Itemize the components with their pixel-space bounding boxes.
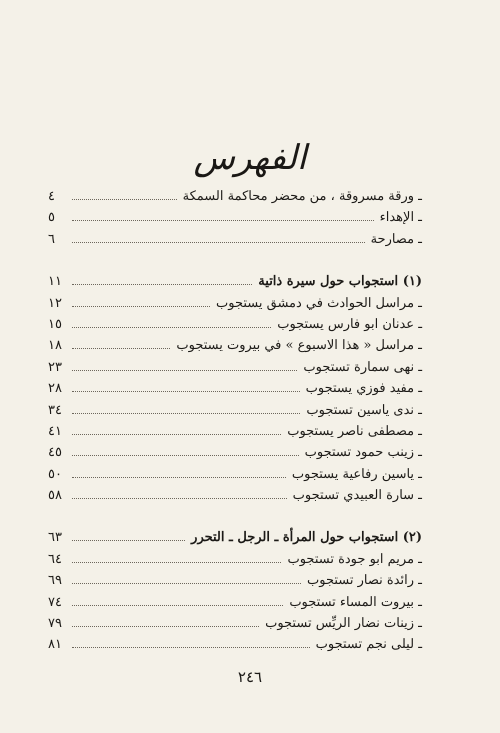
section-title: (١) استجواب حول سيرة ذاتية [258, 274, 422, 290]
toc-section-heading [48, 271, 422, 292]
dot-leader [72, 284, 252, 285]
toc-entry-title: ـ ياسين رفاعية يستجوب [291, 466, 422, 482]
toc-entry-title: ـ ليلى نجم تستجوب [315, 637, 422, 653]
toc-entry [48, 357, 422, 378]
toc-entry-title: ـ ندى ياسين تستجوب [306, 402, 422, 418]
dot-leader [72, 498, 287, 499]
page-number: ٢٤٦ [237, 668, 263, 686]
page-title: الفهرس [193, 138, 307, 178]
toc-entry-title: ـ رائدة نصار تستجوب [307, 573, 422, 589]
toc-entry-title: ـ مفيد فوزي يستجوب [305, 381, 422, 397]
toc-entry-title: ـ مراسل الحوادث في دمشق يستجوب [215, 295, 422, 311]
dot-leader [72, 455, 299, 456]
toc-entry-page: ٢٣ [48, 359, 62, 375]
toc-entry-page: ٤٥ [48, 445, 62, 461]
toc-entry [48, 464, 422, 485]
toc-entry-page: ٤ [48, 189, 55, 204]
section-gap [48, 506, 422, 527]
toc-entry [48, 293, 422, 314]
section-gap [48, 250, 422, 271]
dot-leader [72, 327, 271, 328]
dot-leader [72, 306, 210, 307]
section-page: ٦٣ [48, 530, 62, 546]
toc-entry-title: ـ زينب حمود تستجوب [304, 445, 422, 461]
toc-entry-title: ـ سارة العبيدي تستجوب [292, 488, 422, 504]
dot-leader [72, 647, 310, 648]
dot-leader [72, 626, 259, 627]
toc-entry-title: ـ مصطفى ناصر يستجوب [287, 423, 422, 439]
toc-entry-title: ـ نهى سمارة تستجوب [303, 359, 422, 375]
dot-leader [72, 348, 170, 349]
toc-entry [48, 421, 422, 442]
toc-entry [48, 400, 422, 421]
dot-leader [72, 605, 283, 606]
toc-entry [48, 485, 422, 506]
toc-entry-title: ـ الإهداء [379, 210, 422, 226]
table-of-contents [48, 186, 422, 656]
toc-entry-page: ١٨ [48, 338, 62, 354]
toc-entry [48, 378, 422, 399]
toc-entry-page: ٥٠ [48, 466, 62, 482]
dot-leader [72, 370, 297, 371]
toc-entry-title: ـ عدنان ابو فارس يستجوب [277, 316, 422, 332]
dot-leader [72, 413, 300, 414]
toc-entry-page: ١٢ [48, 295, 62, 311]
toc-group [48, 186, 422, 250]
dot-leader [72, 242, 365, 243]
toc-entry [48, 207, 422, 228]
toc-entry-title: ـ مراسل « هذا الاسبوع » في بيروت يستجوب [176, 338, 422, 354]
toc-entry-title: ـ مصارحة [370, 231, 422, 247]
dot-leader [72, 220, 374, 221]
dot-leader [72, 477, 286, 478]
toc-group [48, 271, 422, 506]
toc-entry-page: ٨١ [48, 637, 62, 653]
toc-entry-page: ٣٤ [48, 402, 62, 418]
toc-entry-page: ٤١ [48, 423, 62, 439]
toc-entry [48, 592, 422, 613]
toc-entry [48, 549, 422, 570]
dot-leader [72, 540, 185, 541]
toc-entry-page: ٥٨ [48, 488, 62, 504]
toc-entry [48, 335, 422, 356]
toc-section-heading [48, 527, 422, 548]
toc-entry-page: ٦٩ [48, 573, 62, 589]
toc-entry-page: ٦٤ [48, 551, 62, 567]
section-page: ١١ [48, 274, 62, 290]
toc-entry-title: ـ ورقة مسروقة ، من محضر محاكمة السمكة [182, 189, 422, 204]
toc-entry-page: ٥ [48, 210, 55, 226]
dot-leader [72, 562, 281, 563]
dot-leader [72, 199, 177, 200]
dot-leader [72, 583, 301, 584]
toc-entry-title: ـ مريم ابو جودة تستجوب [287, 551, 422, 567]
toc-entry [48, 442, 422, 463]
toc-entry-page: ٧٤ [48, 594, 62, 610]
toc-entry [48, 570, 422, 591]
toc-entry-page: ١٥ [48, 316, 62, 332]
toc-entry-title: ـ بيروت المساء تستجوب [289, 594, 422, 610]
section-title: (٢) استجواب حول المرأة ـ الرجل ـ التحرر [191, 530, 422, 546]
dot-leader [72, 391, 300, 392]
toc-entry [48, 186, 422, 207]
toc-group [48, 527, 422, 655]
toc-entry-page: ٧٩ [48, 616, 62, 632]
toc-entry [48, 314, 422, 335]
toc-entry [48, 229, 422, 250]
dot-leader [72, 434, 281, 435]
toc-entry-title: ـ زينات نضار الريِّس تستجوب [265, 616, 422, 632]
toc-entry [48, 613, 422, 634]
toc-entry-page: ٦ [48, 231, 55, 247]
toc-entry-page: ٢٨ [48, 381, 62, 397]
toc-entry [48, 634, 422, 655]
